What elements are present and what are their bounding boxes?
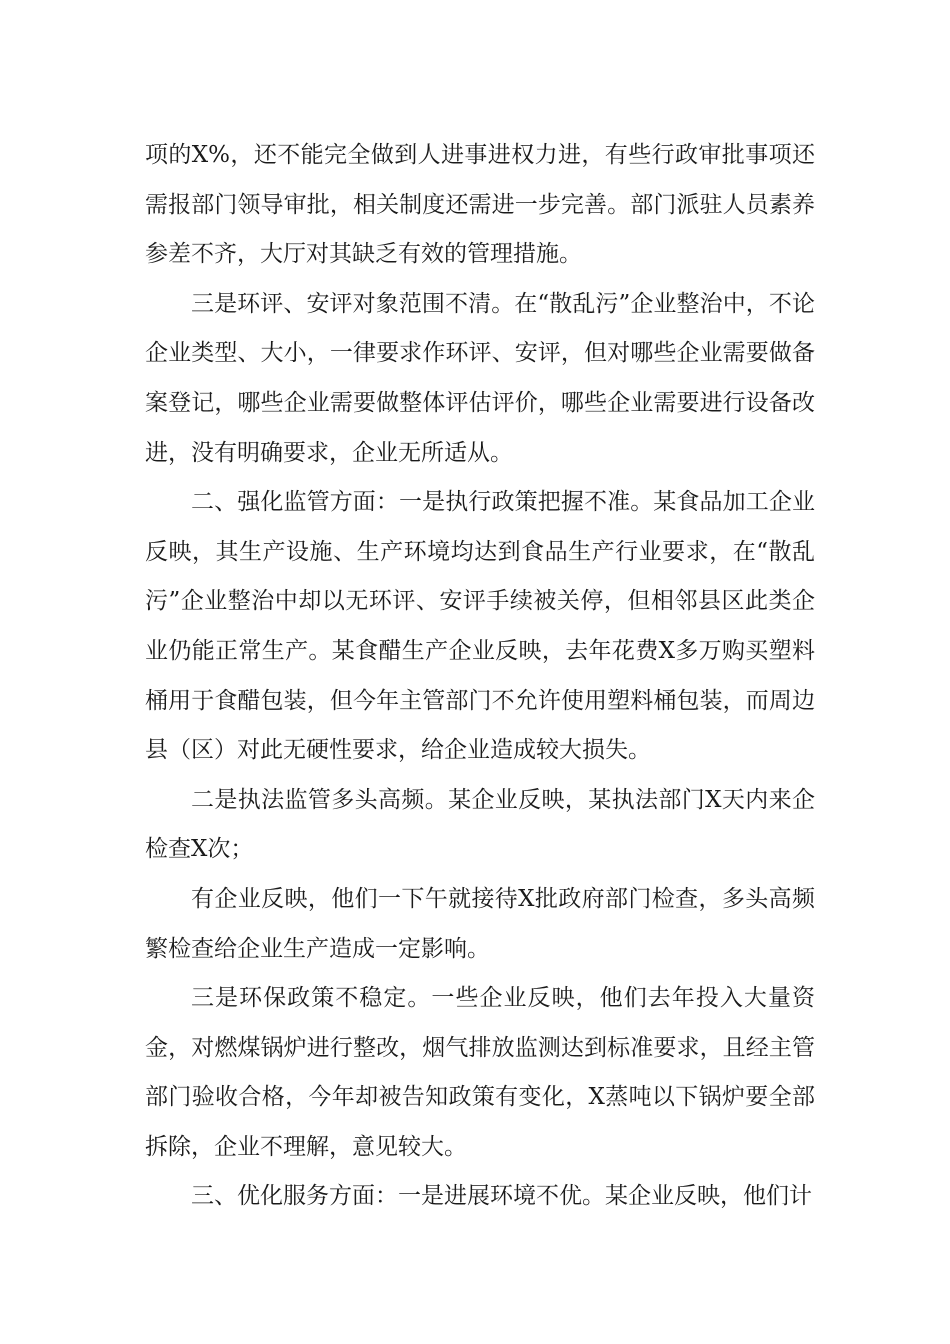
paragraph-environmental-policy: 三是环保政策不稳定。一些企业反映，他们去年投入大量资金，对燃煤锅炉进行整改，烟气排放监测达到标准要求，且经主管部门验收合格，今年却被告知政策有变化，X蒸吨以下锅炉要全部拆除，企业不理解，意见较大。	[145, 985, 815, 1160]
paragraph-regulation-policy: 二、强化监管方面：一是执行政策把握不准。某食品加工企业反映，其生产设施、生产环境均达到食品生产行业要求，在“散乱污”企业整治中却以无环评、安评手续被关停，但相邻县区此类企业仍能正常生产。某食醋生产企业反映，去年花费X多万购买塑料桶用于食醋包装，但今年主管部门不允许使用塑料桶包装，而周边县（区）对此无硬性要求，给企业造成较大损失。	[145, 489, 815, 764]
paragraph-law-enforcement: 二是执法监管多头高频。某企业反映，某执法部门X天内来企检查X次；	[145, 786, 815, 863]
paragraph-continuation: 项的X%，还不能完全做到人进事进权力进，有些行政审批事项还需报部门领导审批，相关制度还需进一步完善。部门派驻人员素养参差不齐，大厅对其缺乏有效的管理措施。	[145, 142, 815, 268]
paragraph-environmental-assessment: 三是环评、安评对象范围不清。在“散乱污”企业整治中，不论企业类型、大小，一律要求作环评、安评，但对哪些企业需要做备案登记，哪些企业需要做整体评估评价，哪些企业需要进行设备改进，没有明确要求，企业无所适从。	[145, 290, 815, 466]
paragraph-inspection-frequency: 有企业反映，他们一下午就接待X批政府部门检查，多头高频繁检查给企业生产造成一定影响。	[145, 885, 815, 962]
paragraph-service-optimization: 三、优化服务方面：一是进展环境不优。某企业反映，他们计	[191, 1183, 812, 1210]
document-body	[145, 131, 815, 1222]
